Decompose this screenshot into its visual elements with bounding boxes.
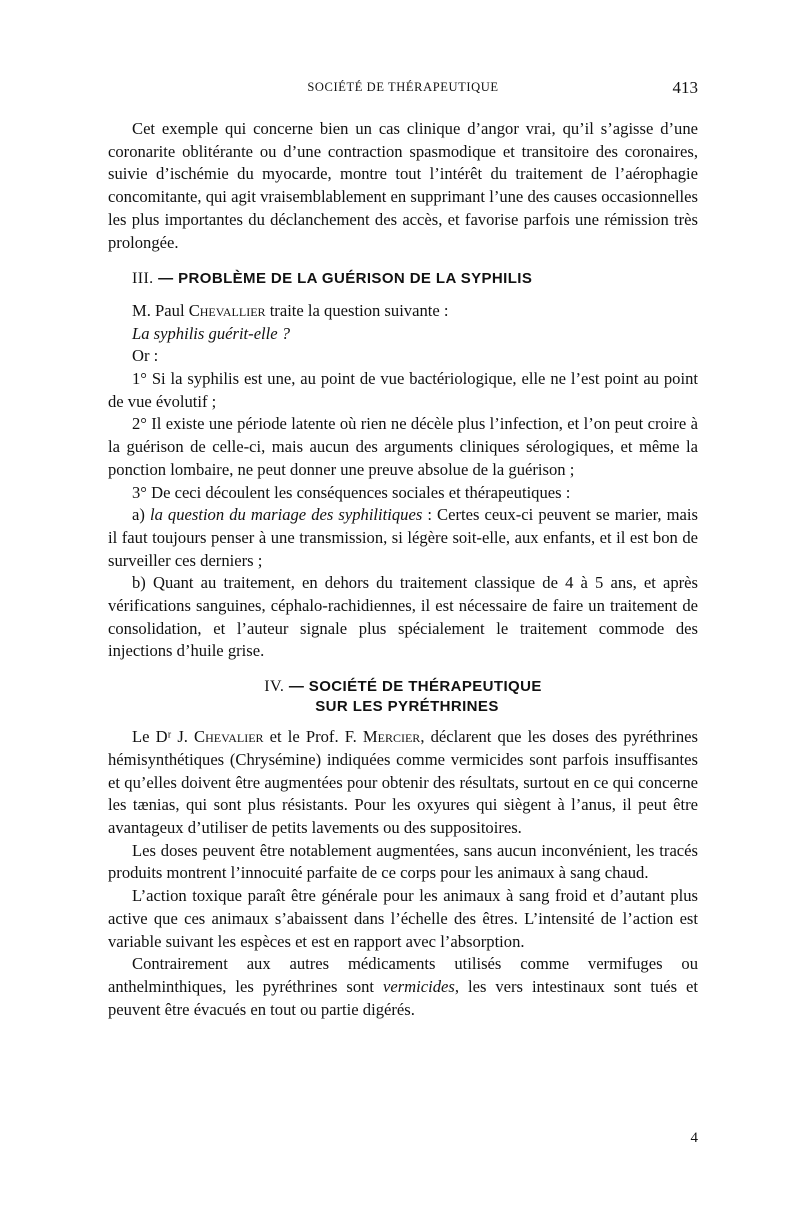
intro-suffix: traite la question suivante : (265, 300, 449, 320)
section-3-intro (108, 300, 698, 323)
section-4-number: IV. (264, 678, 285, 696)
list-item-b: b) Quant au traitement, en dehors du traitement classique de 4 à 5 ans, et après vérifications sanguines, céphalo-rachidiennes, il est nécessaire de faire un traitement de consolidation, et l’auteur signale plus spécialement le traitement commode des injections d’huile grise. (108, 573, 698, 661)
section-4-heading (108, 677, 698, 717)
list-item-1: 1° Si la syphilis est une, au point de vue bactériologique, elle ne l’est point au point de vue évolutif ; (108, 369, 698, 411)
section-4-paragraph-1 (108, 726, 698, 840)
item-a-italic: la question du mariage des syphilitiques (149, 505, 423, 525)
intro-prefix: M. Paul (132, 300, 189, 320)
section-3-number: III. (132, 270, 154, 288)
section-4-title-line1: — SOCIÉTÉ DE THÉRAPEUTIQUE (288, 678, 542, 696)
section-4-title-line2: SUR LES PYRÉTHRINES (315, 698, 499, 716)
running-head (108, 78, 698, 100)
section-3-or: Or : (132, 346, 159, 366)
running-title: SOCIÉTÉ DE THÉRAPEUTIQUE (307, 80, 499, 94)
item-a-rest: : Certes ceux-ci peuvent se marier, mais il faut toujours penser à une transmission, si légère soit-elle, aux enfants, et il est bon de surveiller ces derniers ; (108, 505, 698, 570)
signature-mark: 4 (690, 1130, 698, 1146)
item-a-label: a) (132, 505, 150, 525)
section-4-paragraph-4 (108, 953, 698, 1021)
section-4-paragraph-2: Les doses peuvent être notablement augmentées, sans aucun inconvénient, les tracés produits montrent l’innocuité parfaite de ce corps pour les animaux à sang chaud. (108, 840, 698, 883)
author-name-2: Mercier (362, 727, 421, 747)
section-4-heading-line1 (108, 677, 698, 697)
question-text: La syphilis guérit-elle ? (132, 323, 291, 343)
section-3-heading (108, 268, 698, 291)
p4-prefix: Contrairement aux autres médicaments utilisés comme vermifuges ou anthelminthiques, les pyréthrines sont (108, 954, 698, 996)
list-item-a (108, 504, 698, 572)
p1-mid: et le Prof. F. (263, 727, 363, 747)
section-3-question (108, 323, 698, 346)
p1-rest: , déclarent que les doses des pyréthrines hémisynthétiques (Chrysémine) indiquées comme vermicides sont parfois insuffisantes et qu’elles doivent être augmentées pour obtenir des résultats, surtout en ce qui concerne les tænias, qui sont plus résistants. Pour les oxyures qui siègent à l’anus, il peut être avantageux d’utiliser de petits lavements ou des suppositoires. (108, 727, 698, 837)
body-text (108, 118, 698, 1021)
p1-prefix: Le Dʳ J. (132, 727, 195, 747)
paragraph-angor: Cet exemple qui concerne bien un cas clinique d’angor vrai, qu’il s’agisse d’une coronarite oblitérante ou d’une contraction spasmodique et transitoire des coronaires, suivie d’ischémie du myocarde, montre tout l’intérêt du traitement de l’aérophagie concomitante, qui agit vraisemblablement en supprimant l’une des causes occasionnelles les plus importantes du déclanchement des accès, et favorise parfois une rémission très prolongée. (108, 119, 698, 252)
author-name: Chevallier (188, 300, 266, 320)
list-item-3: 3° De ceci découlent les conséquences sociales et thérapeutiques : (132, 482, 571, 502)
list-item-2: 2° Il existe une période latente où rien ne décèle plus l’infection, et l’on peut croire à la guérison de celle-ci, mais aucun des arguments cliniques sérologiques, et même la ponction lombaire, ne peut donner une preuve absolue de la guérison ; (108, 414, 698, 479)
p4-rest: , les vers intestinaux sont tués et peuvent être évacués en tout ou partie digérés. (108, 976, 698, 1019)
author-name-1: Chevalier (194, 727, 264, 747)
section-4-paragraph-3: L’action toxique paraît être générale pour les animaux à sang froid et d’autant plus active que ces animaux s’abaissent dans l’échelle des êtres. L’intensité de l’action est variable suivant les espèces et est en rapport avec l’absorption. (108, 886, 698, 951)
section-3-title: — PROBLÈME DE LA GUÉRISON DE LA SYPHILIS (158, 270, 533, 288)
page-number: 413 (672, 78, 698, 97)
p4-italic: vermicides (382, 976, 455, 996)
